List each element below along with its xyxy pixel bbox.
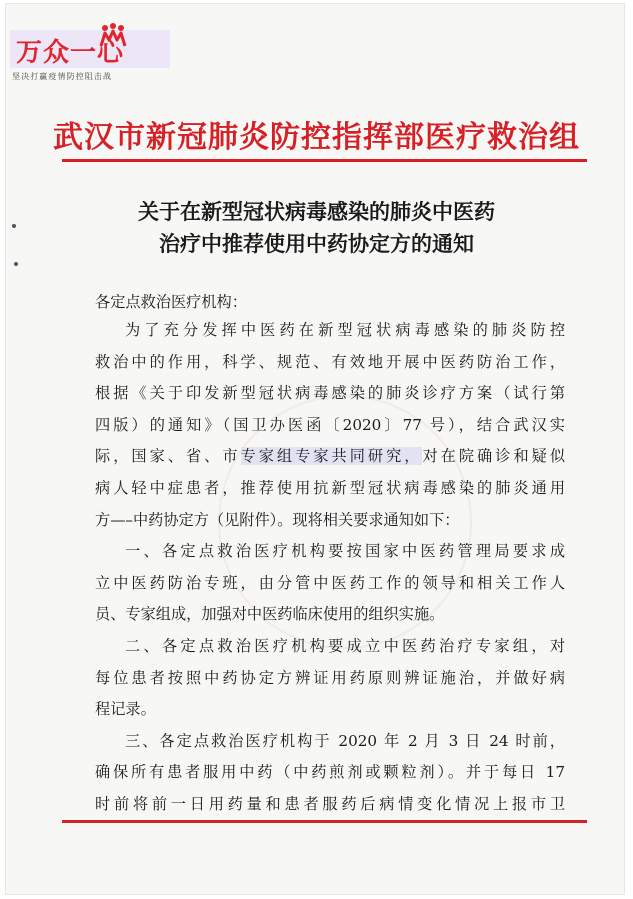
body-line: 二、各定点救治医疗机构要成立中医药治疗专家组，对: [125, 636, 565, 655]
body-line: 每位患者按照中药协定方辨证用药原则辨证施治，并做好病: [95, 668, 565, 687]
scan-speck: [12, 224, 16, 228]
salutation-text: 各定点救治医疗机构：: [95, 293, 247, 311]
body-line: 一、各定点救治医疗机构要按国家中医药管理局要求成: [125, 542, 565, 561]
header-divider: [62, 159, 587, 162]
salutation: [95, 287, 565, 319]
body-line: 时前将前一日用药量和患者服药后病情变化情况上报市卫: [95, 794, 565, 813]
body-line: 为了充分发挥中医药在新型冠状病毒感染的肺炎防控: [125, 321, 565, 339]
body-line: 根据《关于印发新型冠状病毒感染的肺炎诊疗方案（试行第: [95, 384, 565, 403]
body-line: 救治中的作用，科学、规范、有效地开展中医药防治工作，: [95, 352, 565, 371]
logo-text: 万众一心: [16, 38, 125, 68]
body-line: 方—–中药协定方（见附件）。现将相关要求通知如下：: [95, 510, 460, 529]
footer-divider: [62, 820, 587, 823]
body-line: 三、各定点救治医疗机构于 2020 年 2 月 3 日 24 时前，: [125, 731, 565, 750]
body-line: 程记录。: [95, 700, 156, 719]
scan-speck: [14, 262, 18, 266]
notice-title-line1: 关于在新型冠状病毒感染的肺炎中医药: [138, 199, 495, 224]
body-line: 员、专家组成，加强对中医药临床使用的组织实施。: [95, 605, 445, 624]
body-line-highlighted: 际，国家、省、市专家组专家共同研究，对在院确诊和疑似: [95, 447, 565, 466]
notice-body: [95, 315, 565, 821]
notice-title-line2: 治疗中推荐使用中药协定方的通知: [159, 231, 474, 256]
body-line: 四版）的通知》（国卫办医函〔2020〕77 号），结合武汉实: [95, 415, 565, 434]
body-line: 立中医药防治专班，由分管中医药工作的领导和相关工作人: [95, 573, 565, 592]
issuing-organization: 武汉市新冠肺炎防控指挥部医疗救治组: [53, 120, 580, 155]
running-figures-emblem-icon: [96, 22, 130, 52]
body-line: 确保所有患者服用中药（中药煎剂或颗粒剂）。并于每日 17: [95, 763, 565, 782]
logo-subtitle: 坚决打赢疫情防控阻击战: [12, 72, 113, 81]
body-line: 病人轻中症患者，推荐使用抗新型冠状病毒感染的肺炎通用: [95, 478, 565, 497]
logo: [10, 30, 175, 85]
highlighted-phrase: 专家组专家共同研究，: [240, 447, 423, 466]
